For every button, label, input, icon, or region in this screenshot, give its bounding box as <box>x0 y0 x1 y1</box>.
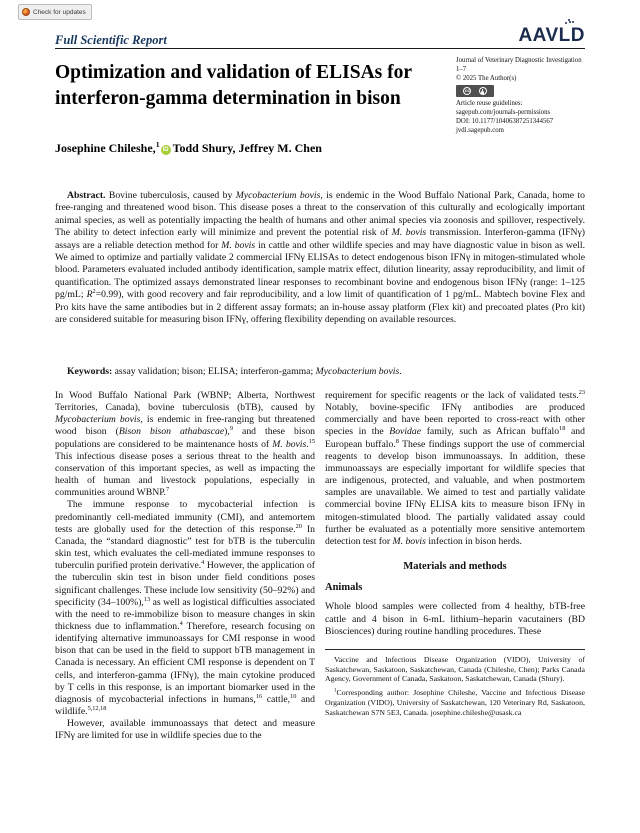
body-paragraph: However, available immunoassays that detect and measure IFNγ are limited for use in wildlife species due to the <box>55 718 315 742</box>
article-title-line1: Optimization and validation of ELISAs for <box>55 62 413 83</box>
check-for-updates-button[interactable] <box>18 4 92 20</box>
journal-name: Journal of Veterinary Diagnostic Investigation <box>456 57 582 64</box>
doi-text: DOI: 10.1177/10406387251344567 <box>456 118 554 125</box>
footnote-block <box>325 655 585 718</box>
author-names-rest: Todd Shury, Jeffrey M. Chen <box>172 141 322 155</box>
journal-website-link[interactable]: jvdi.sagepub.com <box>456 127 504 134</box>
aavld-logo-text: AAVLD <box>518 25 585 46</box>
crossmark-icon <box>22 8 30 16</box>
orcid-icon[interactable]: iD <box>162 147 169 153</box>
right-column <box>325 390 585 722</box>
reuse-guidelines-label: Article reuse guidelines: <box>456 100 523 107</box>
body-paragraph: requirement for specific reagents or the lack of validated tests.$^{23}$ Notably, bovine-specific IFNγ antibodies are produced commercially and have been reported to cross-react with other species in the Bovidae family, such as African buffalo$^{18}$ and European buffalo.$^8$ These findings support the use of commercial reagents to develop bison immunoassays. In addition, these immunoassays are especially important for wildlife species that are indigenous, protected, and valuable, and when postmortem samples are unavailable. We aimed to test and partially validate commercial bovine IFNγ ELISA kits to measure bison IFNγ in mitogen-stimulated blood. The partially validated assay could further be evaluated as a potentially more sensitive antemortem detection test for M. bovis infection in bison herds. <box>325 388 585 547</box>
aavld-logo <box>518 26 585 45</box>
section-heading-materials-methods: Materials and methods <box>403 561 507 573</box>
abstract-paragraph: Abstract. Bovine tuberculosis, caused by Mycobacterium bovis, is endemic in the Wood Buffalo National Park, Canada, home to free-ranging and threatened wood bison. This disease poses a threat to the conservation of this culturally and ecologically important animal species, as well as potentially impacting the health of humans and other animal species via zoonosis and spillover, respectively. The ability to detect infection early will minimize and prevent the potential risk of M. bovis transmission. Interferon-gamma (IFNγ) assays are a reliable detection method for M. bovis in cattle and other wildlife species and may have diagnostic value in bison as well. We aimed to optimize and partially validate 2 commercial IFNγ ELISAs to detect endogenous bison IFNγ in mitogen-stimulated whole blood. Parameters evaluated included antibody identification, sample matrix effect, dilution linearity, assay reproducibility, and limit of quantification. The optimized assays demonstrated linear responses to recombinant bovine and endogenous bison IFNγ (range: 1–125 pg/mL; $R^2=0.99$), with good recovery and fair reproducibility, and a low limit of quantification of 1 pg/mL. Mabtech bovine Flex and Pro kits have the same antibodies but in 2 different assay formats; an in-house assay platform (Flex kit) and precoated plates (Pro kit) are considered suitable for measuring bison IFNγ, offering flexibility depending on available resources. <box>55 190 586 326</box>
header-divider <box>55 48 585 49</box>
cc-icon: cc <box>463 87 471 95</box>
body-paragraph: Whole blood samples were collected from 4 healthy, bTB-free cattle and 4 bison in 6-mL lithium–heparin vacutainers (BD Biosciences) during routine handling procedures. These <box>325 601 585 637</box>
body-paragraph: In Wood Buffalo National Park (WBNP; Alberta, Northwest Territories, Canada), bovine tuberculosis (bTB), caused by Mycobacterium bovis, is endemic in free-ranging but threatened wood bison (Bison bison athabascae),$^9$ and these bison populations are considered to be maintenance hosts of M. bovis.$^{15}$ This infectious disease poses a serious threat to the health and conservation of this important species, as well as impacting the health of human and livestock populations, especially in communities around WBNP.$^7$ <box>55 390 316 499</box>
journal-pages: 1–7 <box>456 66 467 73</box>
report-type-label: Full Scientific Report <box>55 33 167 47</box>
author-byline <box>55 141 575 156</box>
left-column <box>55 390 315 743</box>
corresponding-author-footnote: $^1$Corresponding author: Josephine Chileshe, Vaccine and Infectious Disease Organization (VIDO), University of Saskatchewan, 120 Veterinary Rd, Saskatoon, Saskatchewan S7N 5E3, Canada. josephine.chileshe@usask.ca <box>325 687 585 717</box>
body-paragraph: The immune response to mycobacterial infection is predominantly cell-mediated immunity (CMI), and antemortem tests are globally used for the detection of this response.$^{20}$ In Canada, the “standard diagnostic” test for bTB is the tuberculin skin test, which evaluates the cell-mediated immune responses to tuberculin purified protein derivative.$^4$ However, the application of the tuberculin skin test in bison under field conditions poses significant challenges. These include low sensitivity (50–92%) and specificity (34–100%),$^{13}$ as well as logistical difficulties associated with the need to re-immobilize bison to measure changes in skin thickness due to inflammation.$^4$ Therefore, research focusing on identifying alternative immunoassays for CMI response in wood bison that can be used in the field to support bTB management in Canada is necessary. An efficient CMI response is dependent on T cells, and interferon-gamma (IFNγ), the main cytokine produced by T cells in this response, is an important biomarker used in the diagnosis of mycobacterial infections in humans,$^{16}$ cattle,$^{10}$ and wildlife.$^{5,12,18}$ <box>55 499 315 718</box>
author-name-chileshe: Josephine Chileshe,$^1$ <box>55 140 160 155</box>
journal-copyright: © 2025 The Author(s) <box>456 75 517 82</box>
subsection-heading-animals: Animals <box>325 582 363 594</box>
affiliations-footnote: Vaccine and Infectious Disease Organization (VIDO), University of Saskatchewan, Saskatoon, Saskatchewan, Canada (Chileshe, Chen); Parks Canada Agency, Government of Canada, Saskatoon, Saskatchewan, Canada (Shury). <box>325 654 585 684</box>
article-title <box>55 60 545 111</box>
check-for-updates-label: Check for updates <box>33 8 86 16</box>
permissions-link[interactable]: sagepub.com/journals-permissions <box>456 109 551 116</box>
footnote-divider <box>325 649 585 650</box>
keywords-line: Keywords: assay validation; bison; ELISA; interferon-gamma; Mycobacterium bovis. <box>67 366 402 377</box>
aavld-logo-mark <box>569 21 571 23</box>
article-title-line2: interferon-gamma determination in bison <box>55 87 401 109</box>
